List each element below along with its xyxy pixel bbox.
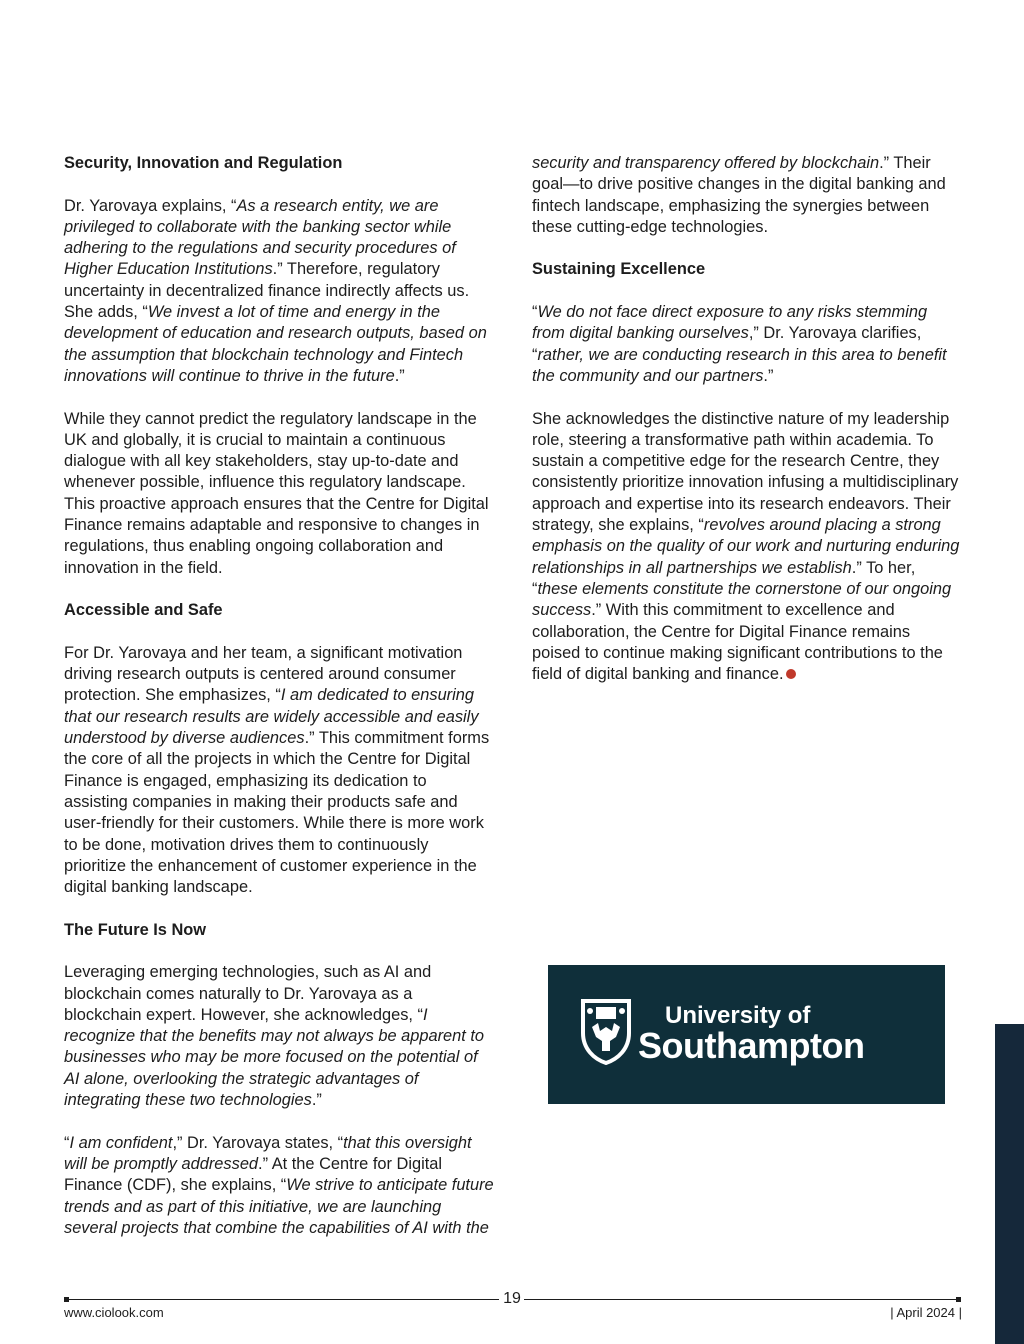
text-run: She acknowledges the distinctive nature of my leadership role, steering a transformative path within academia. To sustain a competitive edge for the research Centre, they consistently prioritize innovation infusing a multidisciplinary approach and expertise into its research endeavors. Their strategy, she explains, “ [532, 409, 959, 535]
paragraph [532, 153, 962, 238]
quote-run: I am dedicated to ensuring that our research results are widely accessible and easily understood by diverse audiences [64, 686, 479, 748]
quote-run: As a research entity, we are privileged to collaborate with the banking sector while adhering to the regulations and security procedures of Higher Education Institutions [64, 196, 456, 279]
quote-run: I am confident [69, 1133, 173, 1152]
text-run: Dr. Yarovaya explains, “ [64, 196, 237, 215]
logo-text-line2: Southampton [638, 1025, 865, 1066]
paragraph [532, 302, 962, 387]
text-run: .” [394, 366, 405, 385]
quote-run: I recognize that the benefits may not always be apparent to businesses who may be more focused on the potential of AI alone, overlooking the strategic advantages of integrating these two technologies [64, 1005, 485, 1110]
text-run: Leveraging emerging technologies, such as AI and blockchain comes naturally to Dr. Yarovaya as a blockchain expert. However, she acknowledges, “ [64, 963, 432, 1024]
section-heading-future: The Future Is Now [64, 920, 207, 939]
quote-run: We do not face direct exposure to any risks stemming from digital banking ourselves [532, 303, 928, 343]
text-run: .” [311, 1091, 322, 1110]
left-column [64, 153, 494, 1260]
side-accent-bar [995, 1024, 1024, 1344]
quote-run: security and transparency offered by blockchain [532, 154, 880, 172]
right-column [532, 153, 962, 707]
quote-run: We strive to anticipate future trends and as part of this initiative, we are launching several projects that combine the capabilities of AI with the [64, 1176, 494, 1237]
section-heading-accessible: Accessible and Safe [64, 601, 223, 620]
section-heading-security: Security, Innovation and Regulation [64, 154, 343, 172]
text-run: .” Their goal—to drive positive changes in the digital banking and fintech landscape, emphasizing the synergies between these cutting-edge technologies. [532, 154, 946, 236]
paragraph [64, 196, 494, 388]
text-run: .” Therefore, regulatory uncertainty in decentralized finance indirectly affects us. She adds, “ [64, 260, 470, 322]
paragraph [532, 409, 962, 686]
quote-run: that this oversight will be promptly addressed [64, 1133, 472, 1173]
text-run: .” [763, 366, 774, 385]
text-run: For Dr. Yarovaya and her team, a significant motivation driving research outputs is centered around consumer protection. She emphasizes, “ [64, 643, 463, 705]
logo-text-line1: University of [665, 1002, 811, 1029]
quote-run: these elements constitute the cornerstone of our ongoing success [532, 579, 952, 620]
quote-run: revolves around placing a strong emphasis on the quality of our work and nurturing enduring relationships in all partnerships we establish [532, 516, 960, 577]
paragraph [64, 962, 494, 1111]
text-run: .” With this commitment to excellence and collaboration, the Centre for Digital Finance remains poised to continue making significant contributions to the field of digital banking and finance. [532, 601, 943, 684]
footer-rule-end [956, 1297, 961, 1302]
footer-rule-right [524, 1299, 958, 1300]
university-crest-icon [580, 997, 632, 1065]
text-run: .” This commitment forms the core of all the projects in which the Centre for Digital Finance is engaged, emphasizing its dedication to assisting companies in making their products safe and user-friendly for their customers. While there is more work to be done, motivation drives them to continuously prioritize the enhancement of customer experience in the digital banking landscape. [64, 729, 490, 897]
section-heading-sustaining: Sustaining Excellence [532, 260, 706, 279]
text-run: ,” Dr. Yarovaya clarifies, “ [532, 324, 922, 364]
university-logo [548, 965, 945, 1104]
quote-run: We invest a lot of time and energy in the development of education and research outputs, based on the assumption that blockchain technology and Fintech innovations will continue to thrive in the future [64, 303, 487, 385]
paragraph [64, 1133, 494, 1239]
footer-website-link[interactable]: www.ciolook.com [64, 1305, 164, 1320]
text-run: .” At the Centre for Digital Finance (CDF), she explains, “ [64, 1154, 443, 1195]
paragraph [64, 643, 494, 899]
text-run: “ [532, 303, 538, 322]
end-of-article-icon [786, 669, 796, 679]
footer-rule-left [66, 1299, 499, 1300]
footer-date: | April 2024 | [890, 1305, 962, 1320]
paragraph: While they cannot predict the regulatory landscape in the UK and globally, it is crucial to maintain a continuous dialogue with all key stakeholders, stay up-to-date and whenever possible, influence this regulatory landscape. This proactive approach ensures that the Centre for Digital Finance remains adaptable and responsive to changes in regulations, thus enabling ongoing collaboration and innovation in the field. [64, 409, 489, 577]
quote-run: rather, we are conducting research in this area to benefit the community and our partners [532, 345, 947, 385]
text-run: ,” Dr. Yarovaya states, “ [172, 1133, 344, 1152]
page-number: 19 [503, 1290, 521, 1307]
text-run: .” To her, “ [532, 558, 916, 598]
text-run: “ [64, 1133, 70, 1152]
